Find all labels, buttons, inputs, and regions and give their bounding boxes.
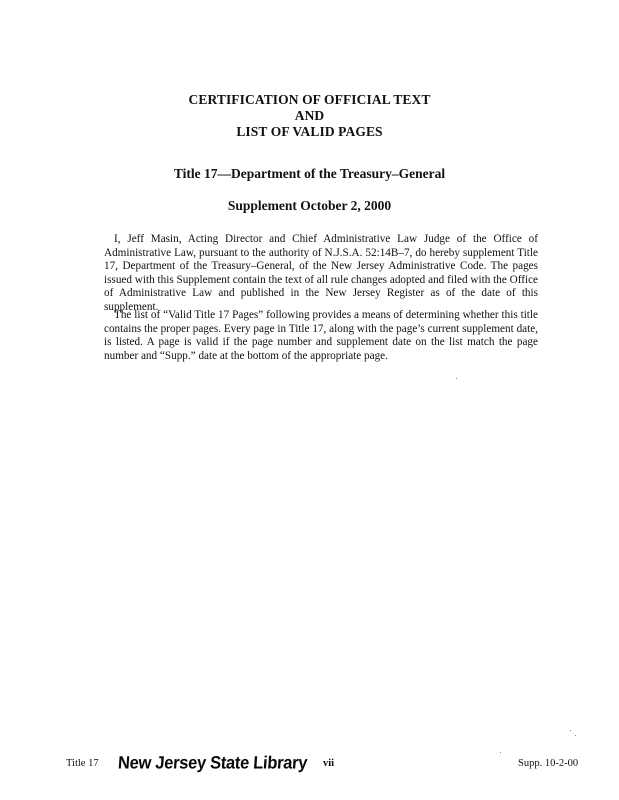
scan-speck — [570, 730, 571, 731]
heading-line-1: CERTIFICATION OF OFFICIAL TEXT — [188, 92, 431, 107]
page-number: vii — [323, 758, 335, 769]
scan-speck — [575, 735, 576, 736]
valid-pages-paragraph: The list of “Valid Title 17 Pages” following provides a means of determining whether this title contains the proper pages. Every page in Title 17, along with the page’s current supplement date, is listed. A page is valid if the page number and supplement date on the list match the page number and “Supp.” date at the bottom of the appropriate page. — [104, 309, 538, 362]
page-footer — [0, 752, 619, 782]
heading-line-3: LIST OF VALID PAGES — [236, 124, 383, 139]
certification-paragraph: I, Jeff Masin, Acting Director and Chief Administrative Law Judge of the Office of Administrative Law, pursuant to the authority of N.J.S.A. 52:14B–7, do hereby supplement Title 17, Department of the Treasury–General, of the New Jersey Administrative Code. The pages issued with this Supplement contain the text of all rule changes adopted and filed with the Office of Administrative Law and published in the New Jersey Register as of the date of this supplement. — [104, 233, 538, 313]
title-heading: Title 17—Department of the Treasury–General — [173, 166, 446, 181]
supplement-date-label: Supp. 10-2-00 — [518, 758, 579, 769]
scan-speck — [456, 378, 457, 379]
supplement-date-heading: Supplement October 2, 2000 — [227, 198, 392, 213]
footer-title-label: Title 17 — [66, 758, 99, 769]
heading-line-2: AND — [294, 108, 325, 123]
library-stamp: New Jersey State Library — [117, 753, 308, 773]
certification-heading — [0, 92, 619, 140]
